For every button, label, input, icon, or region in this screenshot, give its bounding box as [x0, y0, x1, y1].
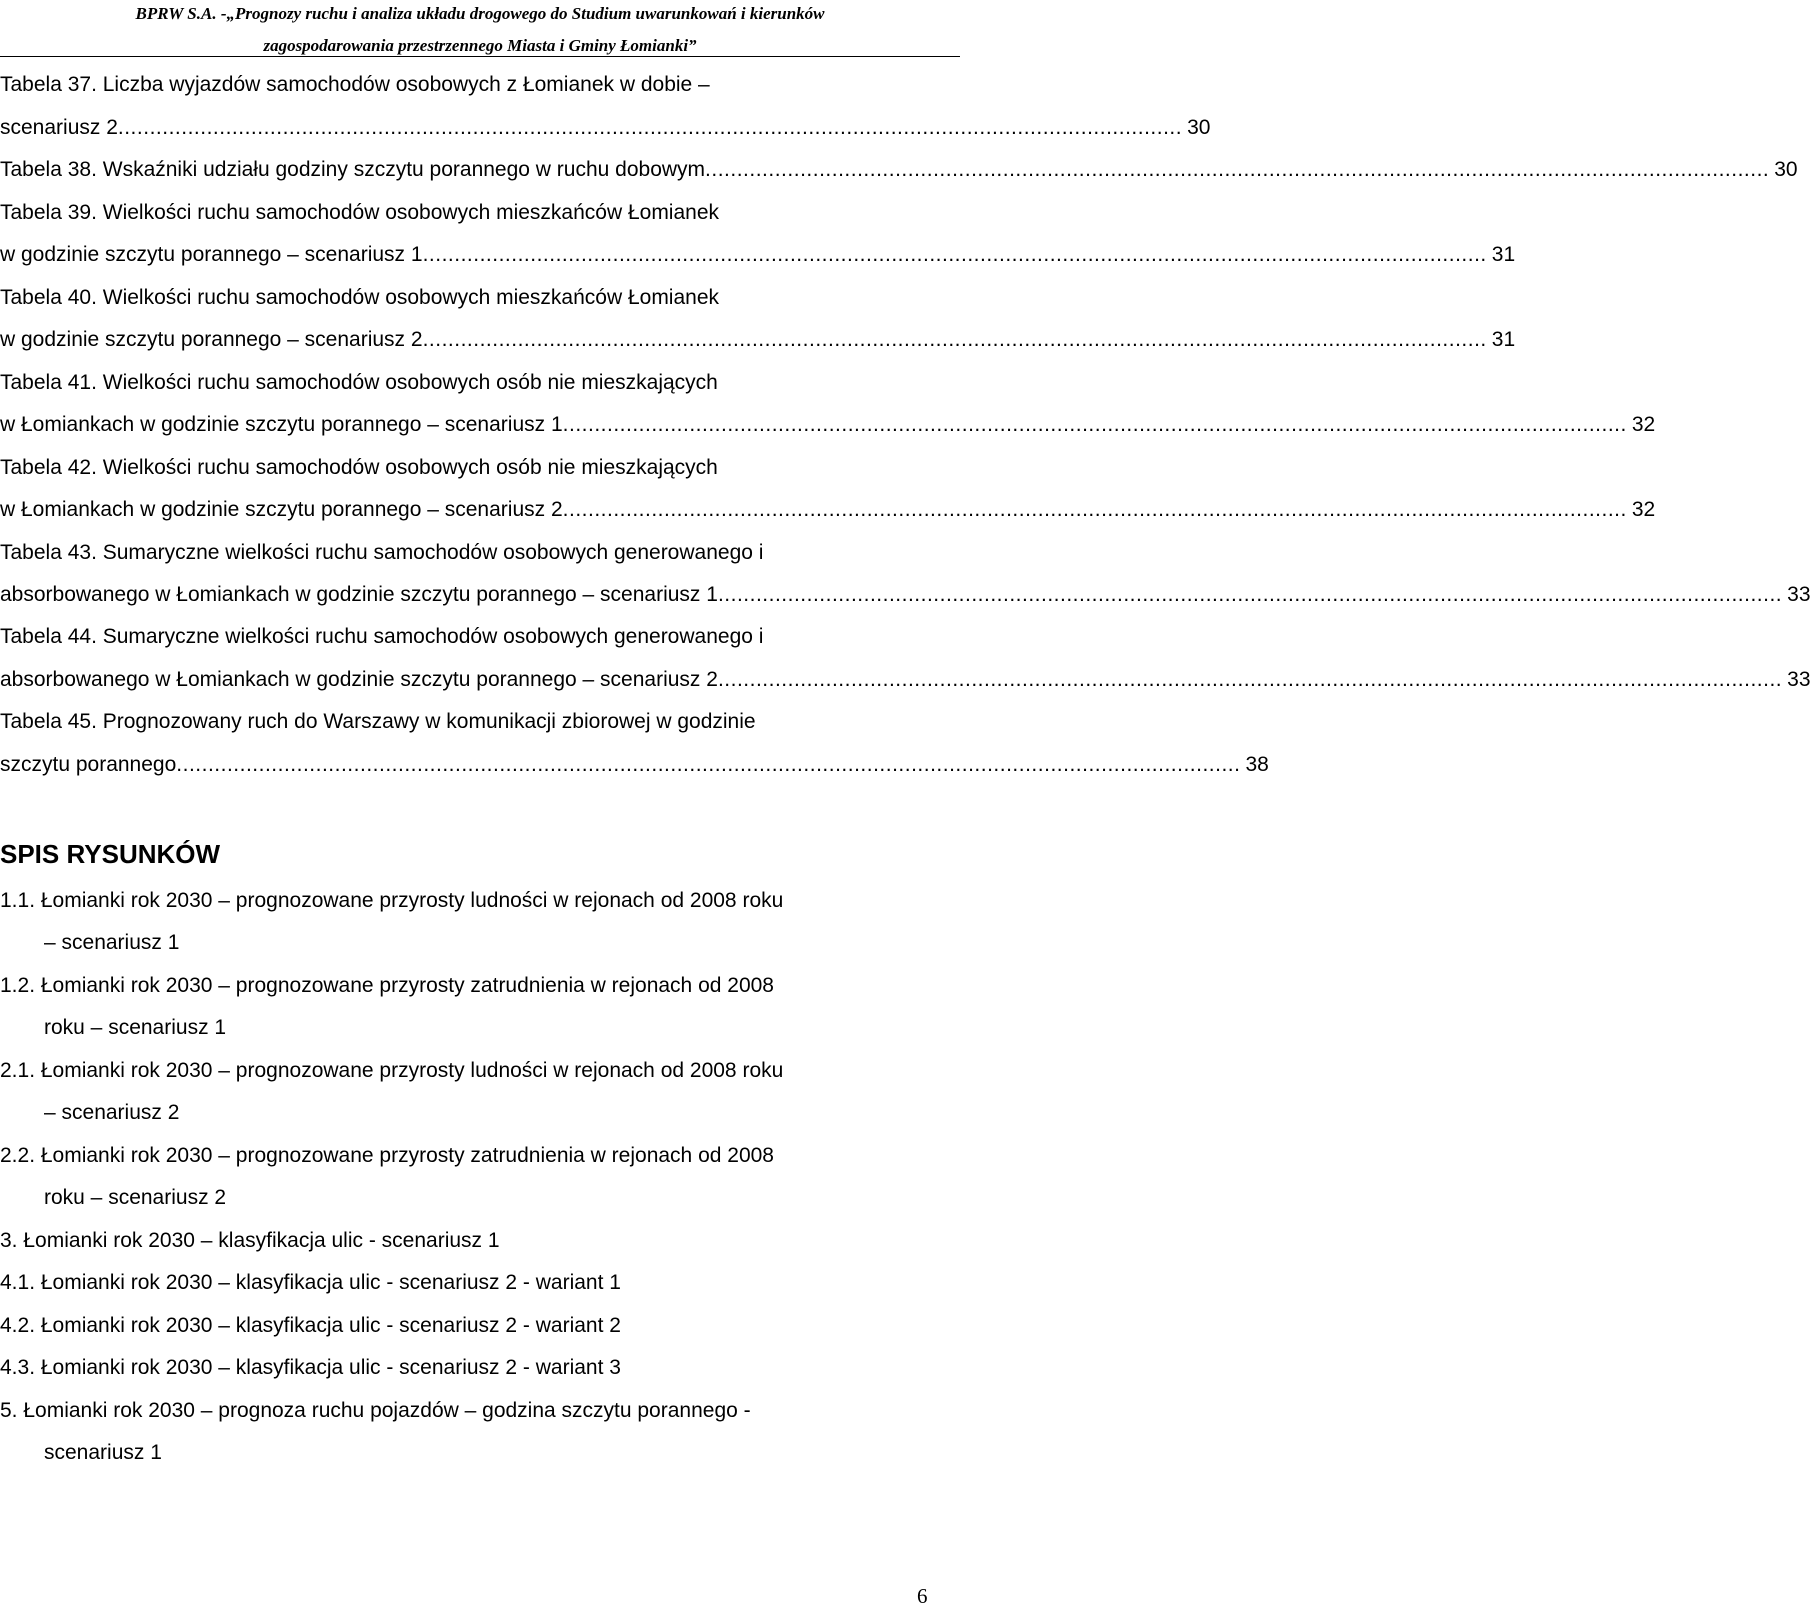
toc-entry-tabela-37-line-1: Tabela 37. Liczba wyjazdów samochodów osobowych z Łomianek w dobie – [0, 73, 710, 96]
toc-page-number: 31 [1491, 243, 1516, 266]
figure-entry-2-1[interactable]: 2.1. Łomianki rok 2030 – prognozowane przyrosty ludności w rejonach od 2008 roku [0, 1059, 784, 1082]
toc-entry-tabela-42-line-1: Tabela 42. Wielkości ruchu samochodów osobowych osób nie mieszkających [0, 456, 718, 479]
figure-entry-3[interactable]: 3. Łomianki rok 2030 – klasyfikacja ulic - scenariusz 1 [0, 1229, 500, 1252]
figure-entry-1-1[interactable]: 1.1. Łomianki rok 2030 – prognozowane przyrosty ludności w rejonach od 2008 roku [0, 889, 784, 912]
dot-leader: ........................................................................................................................................................................ [176, 753, 1241, 776]
dot-leader: ........................................................................................................................................................................ [705, 158, 1770, 181]
toc-entry-tabela-40[interactable]: w godzinie szczytu porannego – scenariusz 2 ........................................................................................................................................................................ 31 [0, 325, 902, 355]
toc-page-number: 33 [1787, 668, 1811, 691]
toc-entry-tabela-44-line-1: Tabela 44. Sumaryczne wielkości ruchu samochodów osobowych generowanego i [0, 625, 764, 648]
toc-entry-tabela-45[interactable]: szczytu porannego ........................................................................................................................................................................ 38 [0, 750, 902, 780]
page-number: 6 [917, 1584, 928, 1608]
page-header [0, 0, 960, 57]
toc-entry-tabela-39[interactable]: w godzinie szczytu porannego – scenariusz 1 ........................................................................................................................................................................ 31 [0, 240, 902, 270]
toc-entry-tabela-43-line-1: Tabela 43. Sumaryczne wielkości ruchu samochodów osobowych generowanego i [0, 541, 764, 564]
figure-entry-5-continued: scenariusz 1 [44, 1441, 162, 1464]
toc-entry-tabela-43[interactable]: absorbowanego w Łomiankach w godzinie szczytu porannego – scenariusz 1 ........................................................................................................................................................................ 33 [0, 580, 902, 610]
toc-entry-tabela-41-line-1: Tabela 41. Wielkości ruchu samochodów osobowych osób nie mieszkających [0, 371, 718, 394]
section-heading-figures: SPIS RYSUNKÓW [0, 839, 221, 869]
toc-entry-tabela-41[interactable]: w Łomiankach w godzinie szczytu porannego – scenariusz 1 ........................................................................................................................................................................ 32 [0, 410, 902, 440]
toc-page-number: 32 [1631, 498, 1656, 521]
dot-leader: ........................................................................................................................................................................ [717, 668, 1783, 691]
toc-page-number: 30 [1774, 158, 1798, 181]
dot-leader: ........................................................................................................................................................................ [422, 243, 1487, 266]
dot-leader: ........................................................................................................................................................................ [562, 413, 1627, 436]
toc-entry-tabela-37[interactable]: scenariusz 2 ........................................................................................................................................................................ 30 [0, 113, 902, 143]
toc-entry-tabela-45-line-1: Tabela 45. Prognozowany ruch do Warszawy w komunikacji zbiorowej w godzinie [0, 710, 756, 733]
figure-entry-2-2[interactable]: 2.2. Łomianki rok 2030 – prognozowane przyrosty zatrudnienia w rejonach od 2008 [0, 1144, 774, 1167]
figure-entry-1-2[interactable]: 1.2. Łomianki rok 2030 – prognozowane przyrosty zatrudnienia w rejonach od 2008 [0, 974, 774, 997]
figure-entry-4-3[interactable]: 4.3. Łomianki rok 2030 – klasyfikacja ulic - scenariusz 2 - wariant 3 [0, 1356, 621, 1379]
figure-entry-5[interactable]: 5. Łomianki rok 2030 – prognoza ruchu pojazdów – godzina szczytu porannego - [0, 1399, 751, 1422]
toc-entry-tabela-38[interactable]: Tabela 38. Wskaźniki udziału godziny szczytu porannego w ruchu dobowym ........................................................................................................................................................................ 30 [0, 155, 902, 185]
dot-leader: ........................................................................................................................................................................ [117, 116, 1183, 139]
figure-entry-2-2-continued: roku – scenariusz 2 [44, 1186, 227, 1209]
toc-page-number: 32 [1631, 413, 1656, 436]
figure-entry-4-2[interactable]: 4.2. Łomianki rok 2030 – klasyfikacja ulic - scenariusz 2 - wariant 2 [0, 1314, 621, 1337]
toc-page-number: 30 [1187, 116, 1211, 139]
toc-page-number: 31 [1491, 328, 1516, 351]
toc-page-number: 38 [1245, 753, 1269, 776]
header-line-2: zagospodarowania przestrzennego Miasta i Gminy Łomianki” [263, 36, 697, 55]
figure-entry-4-1[interactable]: 4.1. Łomianki rok 2030 – klasyfikacja ulic - scenariusz 2 - wariant 1 [0, 1271, 621, 1294]
dot-leader: ........................................................................................................................................................................ [717, 583, 1783, 606]
figure-entry-1-1-continued: – scenariusz 1 [44, 931, 180, 954]
toc-entry-tabela-42[interactable]: w Łomiankach w godzinie szczytu porannego – scenariusz 2 ........................................................................................................................................................................ 32 [0, 495, 902, 525]
toc-page-number: 33 [1787, 583, 1811, 606]
figure-entry-2-1-continued: – scenariusz 2 [44, 1101, 180, 1124]
toc-entry-tabela-40-line-1: Tabela 40. Wielkości ruchu samochodów osobowych mieszkańców Łomianek [0, 286, 720, 309]
figure-entry-1-2-continued: roku – scenariusz 1 [44, 1016, 227, 1039]
dot-leader: ........................................................................................................................................................................ [422, 328, 1487, 351]
toc-entry-tabela-39-line-1: Tabela 39. Wielkości ruchu samochodów osobowych mieszkańców Łomianek [0, 201, 720, 224]
header-line-1: BPRW S.A. -„Prognozy ruchu i analiza układu drogowego do Studium uwarunkowań i kierunków [135, 4, 825, 23]
toc-entry-tabela-44[interactable]: absorbowanego w Łomiankach w godzinie szczytu porannego – scenariusz 2 ........................................................................................................................................................................ 33 [0, 665, 902, 695]
dot-leader: ........................................................................................................................................................................ [562, 498, 1627, 521]
